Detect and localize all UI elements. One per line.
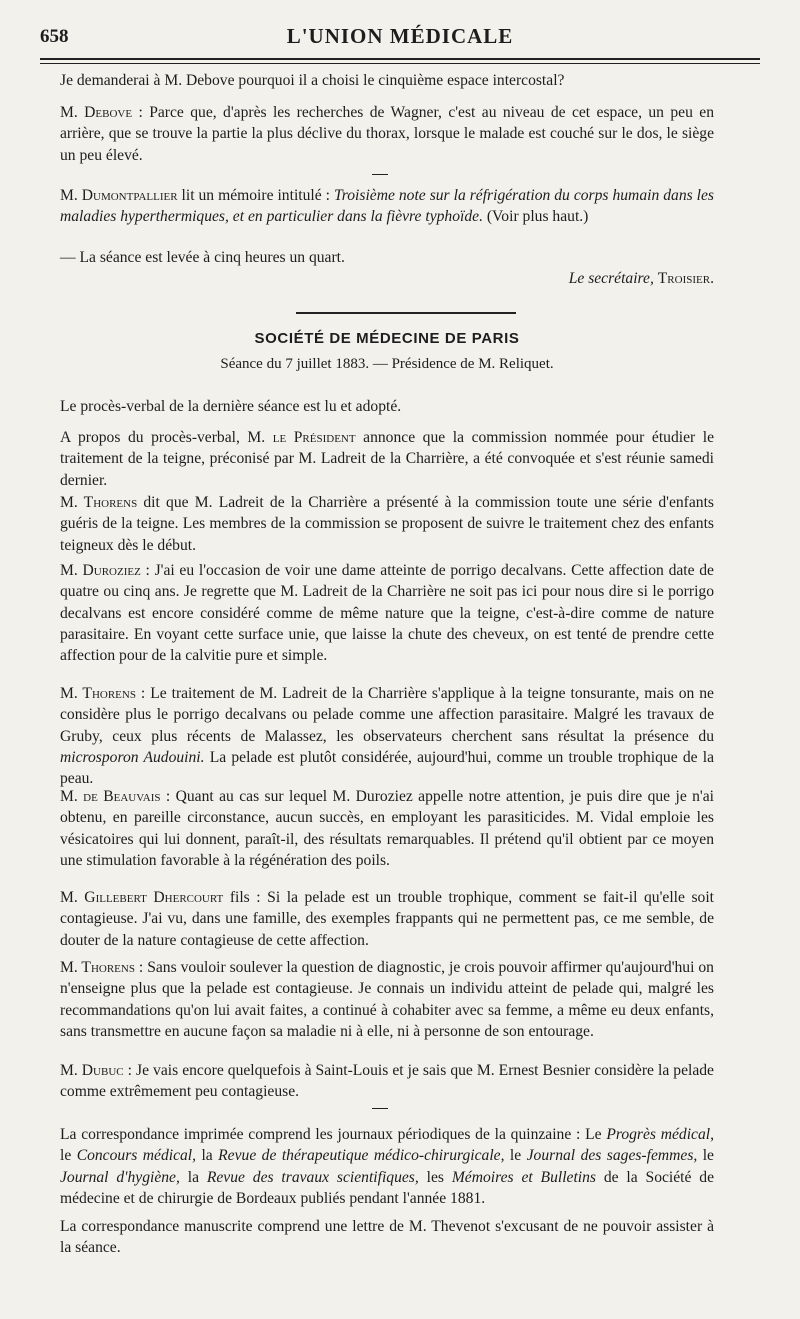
paragraph-text: : Je vais encore quelquefois à Saint-Louis et je sais que M. Ernest Besnier considère la pelade comme extrêmement peu contagieuse. [60, 1062, 714, 1101]
correspondence-manuscript: La correspondance manuscrite comprend une lettre de M. Thevenot s'excusant de ne pouvoir assister à la séance. [60, 1218, 714, 1257]
paragraph-text: les [418, 1168, 452, 1186]
seance-levee: — La séance est levée à cinq heures un quart. [60, 249, 345, 266]
secretary-name: Troisier. [657, 270, 714, 287]
question-paragraph: Je demanderai à M. Debove pourquoi il a choisi le cinquième espace intercostal? [60, 72, 565, 89]
paragraph-text: La correspondance imprimée comprend les journaux périodiques de la quinzaine : Le [60, 1126, 607, 1143]
speaker-name: M. Debove [60, 104, 133, 121]
paragraph-text: A propos du procès-verbal, M. [60, 429, 273, 446]
dumontpallier-paragraph [60, 185, 714, 228]
speaker-name: M. Gillebert Dhercourt [60, 889, 224, 906]
section-separator [296, 312, 516, 314]
speaker-name: M. Dubuc [60, 1062, 124, 1079]
speaker-name: M. Dumontpallier [60, 187, 178, 204]
journal-name: Mémoires et Bulletins [451, 1168, 596, 1186]
paragraph-text: : Quant au cas sur lequel M. Duroziez appelle notre attention, je puis dire que je n'ai obtenu, en pareille circonstance, aucun succès, en employant les parasiticides. M. Vidal emploie les vésicatoires qui lui donnent, paraît-il, des résultats remarquables. Il prétend qu'il obtient par ce moyen une stimulation favorable à la régénération des poils. [60, 788, 714, 869]
paragraph-text: lit un mémoire intitulé : [177, 187, 334, 204]
paragraph [60, 427, 714, 491]
separator [372, 1108, 388, 1109]
paragraph [60, 683, 714, 789]
paragraph-text: le [504, 1147, 527, 1165]
paragraph [60, 492, 714, 556]
speaker-name: M. Thorens [60, 685, 136, 702]
paragraph-text: La pelade est plutôt considérée, aujourd'hui, comme un trouble trophique de la peau. [60, 748, 714, 788]
paragraph-text: annonce que la commission nommée pour étudier le traitement de la teigne, préconisé par M. Ladreit de la Charrière, a été convoquée et s'est réunie samedi dernier. [60, 429, 715, 489]
journal-name: Progrès médical, [606, 1126, 714, 1143]
memoir-title: Troisième note sur la réfrigération du corps humain dans les maladies hyperthermiques, et en particulier dans la fièvre typhoïde. [60, 187, 714, 226]
speaker-name: M. Duroziez [60, 562, 141, 579]
speaker-name: M. Thorens [60, 494, 138, 511]
session-line: Séance du 7 juillet 1883. — Présidence de M. Reliquet. [220, 356, 554, 372]
paragraph-text: : Sans vouloir soulever la question de diagnostic, je crois pouvoir affirmer qu'aujourd'hui on n'enseigne plus que la pelade est contagieuse. Je connais un individu atteint de pelade qui, malgré les recommandations qu'on lui avait faites, a continué à cohabiter avec sa femme, a même eu deux enfants, sans transmettre en aucune façon sa maladie ni à elle, ni à personne de son entourage. [60, 959, 714, 1040]
correspondence-printed [60, 1124, 714, 1209]
paragraph-text: de la Société de médecine et de chirurgie de Bordeaux publiés pendant l'année 1881. [60, 1168, 714, 1207]
paragraph [60, 957, 714, 1042]
paragraph-text: : J'ai eu l'occasion de voir une dame atteinte de porrigo decalvans. Cette affection date de quatre ou cinq ans. Je regrette que M. Ladreit de la Charrière ne soit pas ici pour nous dire si le porrigo decalvans est encore considéré comme de même nature que la teigne, c'est-à-dire comme de nature parasitaire. En voyant cette surface unie, que laisse la chute des cheveux, on est tenté de prendre cette affection pour de la calvitie pure et simple. [60, 562, 714, 665]
journal-name: Concours médical, [76, 1147, 197, 1165]
society-title: SOCIÉTÉ DE MÉDECINE DE PARIS [254, 330, 520, 347]
journal-name: Revue des travaux scientifiques, [206, 1168, 419, 1186]
journal-name: Journal des sages-femmes, [526, 1147, 698, 1165]
paragraph-text: fils : Si la pelade est un trouble trophique, comment se fait-il qu'elle soit contagieuse. J'ai vu, dans une famille, des exemples frappants qui ne permettent pas, ce me semble, de douter de la nature contagieuse de cette affection. [60, 889, 714, 949]
paragraph-text: (Voir plus haut.) [482, 208, 589, 226]
journal-name: Revue de thérapeutique médico-chirurgicale, [218, 1147, 505, 1165]
paragraph [60, 786, 714, 871]
paragraph-text: le [697, 1147, 714, 1165]
journal-title: L'UNION MÉDICALE [286, 24, 514, 48]
paragraph [60, 887, 714, 951]
speaker-name: le Président [272, 429, 356, 446]
paragraph [60, 560, 714, 666]
paragraph-text: la [179, 1168, 207, 1186]
journal-name: Journal d'hygiène, [60, 1168, 180, 1186]
paragraph-text: : Parce que, d'après les recherches de Wagner, c'est au niveau de cet espace, un peu en arrière, que se trouve la partie la plus déclive du thorax, lorsque le malade est couché sur le dos, le siège un peu élevé. [60, 104, 714, 164]
speaker-name: M. de Beauvais [60, 788, 161, 805]
paragraph-text: la [196, 1147, 219, 1165]
header-rule [40, 58, 760, 64]
paragraph-text: le [60, 1147, 77, 1165]
paragraph-text: dit que M. Ladreit de la Charrière a présenté à la commission toute une série d'enfants guéris de la teigne. Les membres de la commission se proposent de suivre le traitement chez des enfants teigneux dès le début. [60, 494, 714, 554]
paragraph: Le procès-verbal de la dernière séance est lu et adopté. [60, 398, 402, 415]
page-number: 658 [40, 26, 69, 47]
debove-paragraph [60, 102, 714, 166]
paragraph [60, 1060, 714, 1103]
separator [372, 174, 388, 175]
italic-term: microsporon Audouini. [60, 748, 205, 766]
page-header [40, 22, 760, 52]
secretary-label: Le secrétaire, [568, 270, 654, 287]
speaker-name: M. Thorens [60, 959, 135, 976]
secretary-signature [60, 268, 714, 289]
paragraph-text: : Le traitement de M. Ladreit de la Charrière s'applique à la teigne tonsurante, mais on ne considère plus le porrigo decalvans ou pelade comme une affection parasitaire. Malgré les travaux de Gruby, ceux plus récents de Malassez, les observateurs cherchent sans résultat la présence du [60, 685, 714, 745]
